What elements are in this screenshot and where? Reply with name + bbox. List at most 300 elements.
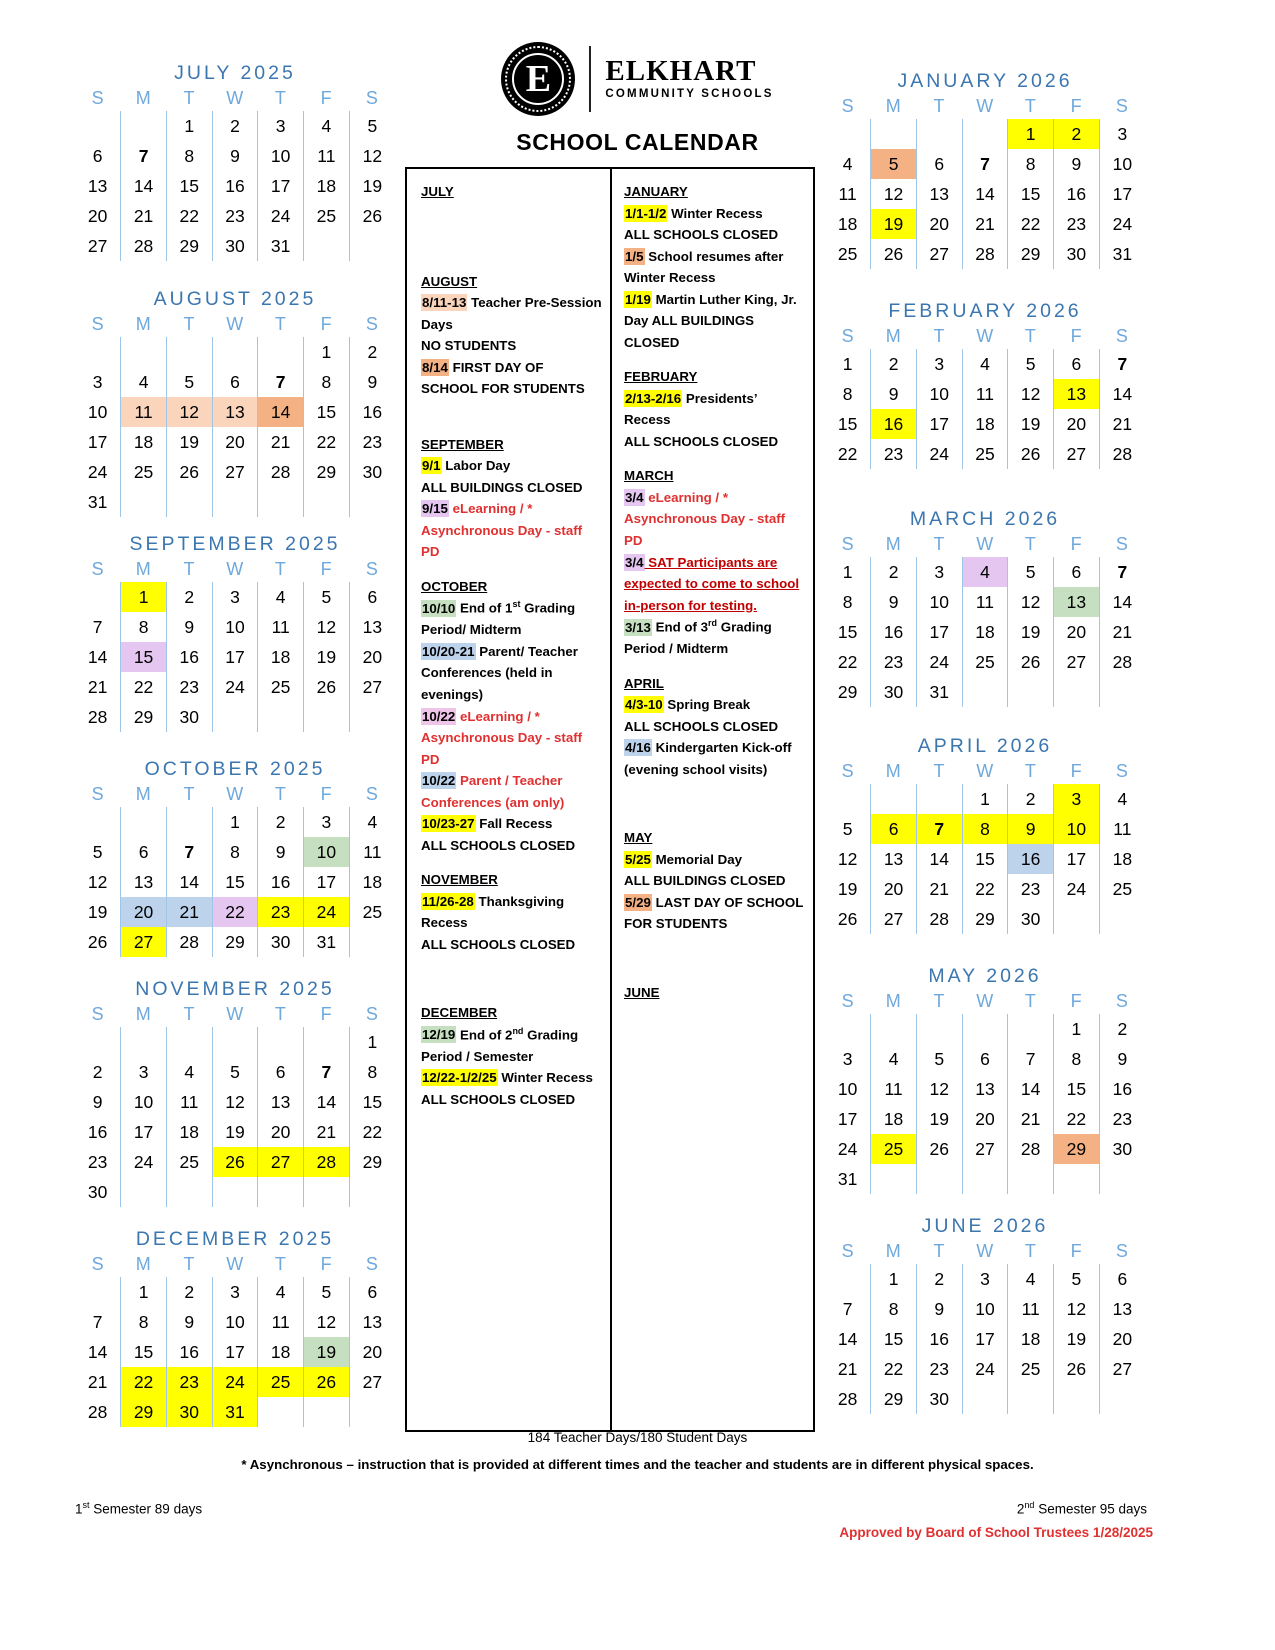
- week-row: [75, 1307, 395, 1337]
- weekday-header: S: [841, 1240, 855, 1261]
- day-cell-23: 23: [87, 1151, 108, 1172]
- note-april: [624, 673, 805, 781]
- day-cell-4: 4: [962, 557, 1008, 587]
- week-row: [825, 179, 1145, 209]
- day-cell-10: 10: [212, 612, 258, 642]
- day-cell-10: 10: [1054, 814, 1100, 844]
- day-cell-25: 25: [258, 1367, 304, 1397]
- day-cell-27: 27: [1099, 1354, 1145, 1384]
- note-ordinal: st: [512, 599, 521, 610]
- day-cell-6: 6: [1054, 557, 1100, 587]
- weekday-header: T: [183, 313, 195, 334]
- weekday-header-row: [825, 325, 1145, 349]
- week-row: [825, 904, 1145, 934]
- day-cell-6: 6: [121, 837, 167, 867]
- day-cell-28: 28: [304, 1147, 350, 1177]
- day-cell-18: 18: [166, 1117, 212, 1147]
- day-cell-empty: [871, 1164, 917, 1194]
- weekday-header: F: [1070, 1240, 1083, 1261]
- day-cell-6: 6: [349, 1277, 395, 1307]
- day-cell-5: 5: [1008, 557, 1054, 587]
- week-row: [825, 149, 1145, 179]
- day-cell-empty: [121, 337, 167, 367]
- day-cell-28: 28: [1099, 439, 1145, 469]
- day-cell-26: 26: [304, 1367, 350, 1397]
- day-cell-empty: [304, 487, 350, 517]
- month-sep2025: [75, 533, 395, 732]
- day-cell-20: 20: [87, 205, 108, 226]
- day-cell-12: 12: [349, 141, 395, 171]
- day-cell-12: 12: [1008, 587, 1054, 617]
- weekday-header: T: [1024, 533, 1037, 554]
- weekday-header: S: [91, 783, 105, 804]
- week-row: [75, 201, 395, 231]
- week-row: [75, 867, 395, 897]
- day-cell-26: 26: [1008, 647, 1054, 677]
- day-cell-13: 13: [349, 1307, 395, 1337]
- weekday-header: M: [885, 95, 902, 116]
- day-cell-empty: [212, 337, 258, 367]
- day-cell-21: 21: [258, 427, 304, 457]
- day-cell-23: 23: [166, 672, 212, 702]
- day-cell-2: 2: [258, 807, 304, 837]
- day-cell-3: 3: [916, 557, 962, 587]
- day-cell-empty: [1008, 1014, 1054, 1044]
- day-cell-18: 18: [1099, 844, 1145, 874]
- weekday-header: S: [1115, 760, 1129, 781]
- note-may: [624, 827, 805, 935]
- day-cell-16: 16: [212, 171, 258, 201]
- weekday-header: F: [320, 87, 333, 108]
- month-title: SEPTEMBER 2025: [129, 533, 341, 555]
- day-cell-1: 1: [212, 807, 258, 837]
- day-cell-4: 4: [166, 1057, 212, 1087]
- day-cell-22: 22: [166, 201, 212, 231]
- day-cell-16: 16: [916, 1324, 962, 1354]
- day-cell-24: 24: [212, 672, 258, 702]
- day-cell-17: 17: [1099, 179, 1145, 209]
- day-cell-1: 1: [842, 561, 853, 582]
- note-september: [421, 434, 602, 563]
- note-date: 4/16: [625, 740, 651, 756]
- day-cell-5: 5: [166, 367, 212, 397]
- day-cell-22: 22: [121, 672, 167, 702]
- weekday-header: M: [885, 760, 902, 781]
- week-row: [75, 612, 395, 642]
- weekday-header: T: [183, 558, 195, 579]
- note-text: Teacher Pre-Session Days: [421, 295, 602, 332]
- week-row: [825, 1324, 1145, 1354]
- day-cell-empty: [1054, 1164, 1100, 1194]
- day-cell-18: 18: [1008, 1324, 1054, 1354]
- semester2-days: [1017, 1500, 1147, 1517]
- weekday-header: T: [274, 1253, 287, 1274]
- day-cell-23: 23: [871, 439, 917, 469]
- weekday-header: T: [933, 760, 945, 781]
- note-date: 10/23-27: [422, 816, 475, 832]
- weekday-header: W: [976, 1240, 994, 1261]
- day-cell-10: 10: [916, 587, 962, 617]
- day-cell-5: 5: [1008, 349, 1054, 379]
- weekday-header: F: [320, 783, 333, 804]
- note-text: Grading Period / Midterm: [624, 619, 772, 657]
- day-cell-8: 8: [842, 591, 853, 612]
- day-cell-16: 16: [871, 617, 917, 647]
- day-cell-2: 2: [916, 1264, 962, 1294]
- note-date: 9/1: [422, 458, 441, 474]
- day-cell-12: 12: [871, 179, 917, 209]
- day-cell-30: 30: [349, 457, 395, 487]
- day-cell-empty: [166, 1027, 212, 1057]
- day-cell-12: 12: [837, 848, 858, 869]
- day-cell-empty: [212, 1027, 258, 1057]
- day-cell-13: 13: [212, 397, 258, 427]
- weekday-header: T: [933, 1240, 945, 1261]
- day-cell-23: 23: [871, 647, 917, 677]
- note-text: Thanksgiving Recess: [421, 893, 565, 931]
- day-cell-29: 29: [962, 904, 1008, 934]
- day-cell-24: 24: [837, 1138, 858, 1159]
- day-cell-25: 25: [349, 897, 395, 927]
- day-cell-empty: [916, 119, 962, 149]
- day-cell-7: 7: [304, 1057, 350, 1087]
- day-cell-31: 31: [212, 1397, 258, 1427]
- day-cell-3: 3: [121, 1057, 167, 1087]
- day-cell-25: 25: [121, 457, 167, 487]
- weekday-header: M: [885, 533, 902, 554]
- week-row: [825, 1014, 1145, 1044]
- month-dec2025: [75, 1228, 395, 1427]
- day-cell-15: 15: [349, 1087, 395, 1117]
- weekday-header: F: [320, 313, 333, 334]
- day-cell-2: 2: [871, 349, 917, 379]
- note-month-heading: OCTOBER: [421, 578, 488, 594]
- week-row: [75, 367, 395, 397]
- day-cell-5: 5: [1054, 1264, 1100, 1294]
- day-cell-5: 5: [842, 818, 853, 839]
- day-cell-empty: [871, 784, 917, 814]
- day-cell-19: 19: [1008, 617, 1054, 647]
- week-row: [825, 1104, 1145, 1134]
- month-table: [825, 760, 1145, 934]
- day-cell-23: 23: [166, 1367, 212, 1397]
- month-aug2025: [75, 288, 395, 517]
- day-cell-empty: [212, 702, 258, 732]
- day-cell-empty: [962, 1014, 1008, 1044]
- day-cell-16: 16: [1054, 179, 1100, 209]
- day-cell-empty: [349, 1177, 395, 1207]
- note-date: 3/4: [625, 489, 644, 505]
- month-title: FEBRUARY 2026: [888, 300, 1082, 322]
- weekday-header: W: [976, 990, 994, 1011]
- day-cell-17: 17: [304, 867, 350, 897]
- day-cell-17: 17: [212, 1337, 258, 1367]
- month-jul2025: [75, 62, 395, 261]
- week-row: [825, 557, 1145, 587]
- weekday-header: W: [226, 313, 244, 334]
- day-cell-empty: [1008, 1384, 1054, 1414]
- month-title: JANUARY 2026: [897, 70, 1073, 92]
- day-cell-28: 28: [166, 927, 212, 957]
- day-cell-12: 12: [212, 1087, 258, 1117]
- day-cell-empty: [1054, 677, 1100, 707]
- day-cell-6: 6: [962, 1044, 1008, 1074]
- day-cell-22: 22: [121, 1367, 167, 1397]
- day-cell-28: 28: [258, 457, 304, 487]
- note-date: 9/15: [422, 501, 448, 517]
- day-cell-19: 19: [304, 1337, 350, 1367]
- week-row: [825, 349, 1145, 379]
- note-month-heading: JULY: [421, 184, 454, 199]
- note-february: [624, 366, 805, 452]
- day-cell-19: 19: [916, 1104, 962, 1134]
- day-cell-27: 27: [962, 1134, 1008, 1164]
- weekday-header: S: [1115, 533, 1129, 554]
- day-cell-3: 3: [916, 349, 962, 379]
- month-table: [825, 990, 1145, 1194]
- day-cell-18: 18: [121, 427, 167, 457]
- note-date: 4/3-10: [625, 697, 663, 713]
- day-cell-16: 16: [871, 409, 917, 439]
- day-cell-9: 9: [916, 1294, 962, 1324]
- weekday-header: F: [1070, 325, 1083, 346]
- week-row: [825, 617, 1145, 647]
- day-cell-27: 27: [916, 239, 962, 269]
- weekday-header: S: [1115, 325, 1129, 346]
- weekday-header-row: [75, 313, 395, 337]
- day-cell-empty: [304, 702, 350, 732]
- day-cell-empty: [1099, 904, 1145, 934]
- day-cell-empty: [212, 487, 258, 517]
- day-cell-2: 2: [1008, 784, 1054, 814]
- weekday-header: W: [976, 95, 994, 116]
- day-cell-4: 4: [121, 367, 167, 397]
- day-cell-19: 19: [1008, 409, 1054, 439]
- note-text: Fall Recess: [475, 816, 553, 832]
- note-date: 1/1-1/2: [625, 205, 667, 221]
- week-row: [75, 337, 395, 367]
- day-cell-20: 20: [916, 209, 962, 239]
- day-cell-19: 19: [212, 1117, 258, 1147]
- day-cell-11: 11: [258, 612, 304, 642]
- day-cell-17: 17: [916, 409, 962, 439]
- note-text: ALL SCHOOLS CLOSED: [421, 1091, 576, 1107]
- day-cell-13: 13: [962, 1074, 1008, 1104]
- day-cell-20: 20: [212, 427, 258, 457]
- day-cell-8: 8: [871, 1294, 917, 1324]
- note-month-heading: JUNE: [624, 984, 660, 1000]
- day-cell-6: 6: [258, 1057, 304, 1087]
- day-cell-7: 7: [1008, 1044, 1054, 1074]
- notes-column-left: [407, 169, 610, 1430]
- day-cell-9: 9: [212, 141, 258, 171]
- day-cell-13: 13: [121, 867, 167, 897]
- day-cell-20: 20: [258, 1117, 304, 1147]
- note-text: Memorial Day: [651, 851, 743, 867]
- day-cell-29: 29: [121, 1397, 167, 1427]
- week-row: [825, 1354, 1145, 1384]
- day-cell-20: 20: [349, 1337, 395, 1367]
- weekday-header: T: [1024, 1240, 1037, 1261]
- day-cell-22: 22: [871, 1354, 917, 1384]
- day-cell-9: 9: [166, 612, 212, 642]
- weekday-header: S: [91, 1003, 105, 1024]
- notes-column-right: [610, 169, 813, 1430]
- day-cell-19: 19: [837, 878, 858, 899]
- month-title: APRIL 2026: [917, 735, 1053, 757]
- day-cell-22: 22: [1054, 1104, 1100, 1134]
- week-row: [825, 587, 1145, 617]
- week-row: [825, 647, 1145, 677]
- day-cell-empty: [75, 1277, 121, 1307]
- asynchronous-note: * Asynchronous – instruction that is provided at different times and the teacher and students are in different physical spaces.: [241, 1457, 1034, 1472]
- day-cell-21: 21: [837, 1358, 858, 1379]
- note-text: LAST DAY OF SCHOOL FOR STUDENTS: [624, 894, 804, 932]
- day-cell-1: 1: [1008, 119, 1054, 149]
- day-cell-29: 29: [1008, 239, 1054, 269]
- month-title: AUGUST 2025: [153, 288, 317, 310]
- day-cell-15: 15: [121, 642, 167, 672]
- day-cell-21: 21: [166, 897, 212, 927]
- note-text: End of 2: [456, 1027, 513, 1043]
- weekday-header: F: [1070, 760, 1083, 781]
- day-cell-18: 18: [304, 171, 350, 201]
- day-cell-8: 8: [304, 367, 350, 397]
- day-cell-3: 3: [212, 582, 258, 612]
- day-cell-15: 15: [304, 397, 350, 427]
- day-cell-17: 17: [916, 617, 962, 647]
- day-cell-24: 24: [258, 201, 304, 231]
- month-table: [75, 783, 395, 957]
- day-cell-8: 8: [962, 814, 1008, 844]
- weekday-header-row: [825, 533, 1145, 557]
- note-date: 12/19: [422, 1027, 456, 1043]
- note-text: ALL SCHOOLS CLOSED: [421, 936, 576, 952]
- day-cell-1: 1: [349, 1027, 395, 1057]
- weekday-header: W: [226, 1253, 244, 1274]
- day-cell-9: 9: [871, 587, 917, 617]
- day-cell-21: 21: [916, 874, 962, 904]
- day-cell-19: 19: [304, 642, 350, 672]
- week-row: [75, 1027, 395, 1057]
- day-cell-7: 7: [166, 837, 212, 867]
- day-cell-26: 26: [837, 908, 858, 929]
- day-cell-6: 6: [349, 582, 395, 612]
- day-cell-12: 12: [304, 1307, 350, 1337]
- note-text: eLearning / * Asynchronous Day - staff PD: [421, 708, 583, 767]
- weekday-header: W: [226, 87, 244, 108]
- day-cell-empty: [962, 1384, 1008, 1414]
- note-month-heading: NOVEMBER: [421, 872, 498, 888]
- day-cell-2: 2: [871, 557, 917, 587]
- week-row: [75, 1337, 395, 1367]
- day-cell-9: 9: [1054, 149, 1100, 179]
- day-cell-empty: [349, 1397, 395, 1427]
- note-date: 5/25: [625, 851, 651, 867]
- weekday-header-row: [75, 558, 395, 582]
- note-text: Martin Luther King, Jr. Day ALL BUILDINGS CLOSED: [624, 291, 797, 350]
- note-date: 3/4: [625, 554, 644, 570]
- day-cell-26: 26: [87, 931, 108, 952]
- day-cell-8: 8: [212, 837, 258, 867]
- weekday-header: T: [274, 87, 287, 108]
- note-text: ALL SCHOOLS CLOSED: [624, 227, 779, 243]
- week-row: [75, 1277, 395, 1307]
- weekday-header: W: [976, 325, 994, 346]
- day-cell-9: 9: [92, 1091, 103, 1112]
- day-cell-3: 3: [962, 1264, 1008, 1294]
- day-cell-18: 18: [871, 1104, 917, 1134]
- day-cell-21: 21: [121, 201, 167, 231]
- day-cell-20: 20: [1054, 409, 1100, 439]
- weekday-header: T: [274, 313, 287, 334]
- day-cell-18: 18: [837, 213, 858, 234]
- day-cell-29: 29: [166, 231, 212, 261]
- day-cell-empty: [121, 1027, 167, 1057]
- month-title: MARCH 2026: [909, 508, 1061, 530]
- weekday-header: T: [1024, 990, 1037, 1011]
- day-cell-29: 29: [871, 1384, 917, 1414]
- week-row: [75, 141, 395, 171]
- day-cell-31: 31: [258, 231, 304, 261]
- day-cell-empty: [166, 1177, 212, 1207]
- day-cell-20: 20: [871, 874, 917, 904]
- day-cell-27: 27: [258, 1147, 304, 1177]
- day-cell-16: 16: [258, 867, 304, 897]
- day-cell-empty: [825, 784, 871, 814]
- day-cell-17: 17: [212, 642, 258, 672]
- day-cell-empty: [871, 1014, 917, 1044]
- weekday-header: T: [183, 87, 195, 108]
- weekday-header: S: [841, 990, 855, 1011]
- week-row: [75, 457, 395, 487]
- day-cell-4: 4: [304, 111, 350, 141]
- day-cell-16: 16: [1008, 844, 1054, 874]
- day-cell-14: 14: [87, 646, 108, 667]
- day-cell-1: 1: [166, 111, 212, 141]
- day-cell-15: 15: [1008, 179, 1054, 209]
- day-cell-empty: [916, 1014, 962, 1044]
- day-cell-empty: [121, 111, 167, 141]
- note-ordinal: rd: [708, 618, 718, 629]
- day-cell-25: 25: [962, 647, 1008, 677]
- day-cell-18: 18: [349, 867, 395, 897]
- day-cell-1: 1: [304, 337, 350, 367]
- day-cell-1: 1: [1054, 1014, 1100, 1044]
- day-cell-18: 18: [962, 409, 1008, 439]
- day-cell-27: 27: [349, 672, 395, 702]
- day-cell-5: 5: [304, 1277, 350, 1307]
- week-row: [75, 702, 395, 732]
- day-cell-15: 15: [1054, 1074, 1100, 1104]
- wordmark: [605, 57, 773, 101]
- weekday-header: S: [1115, 990, 1129, 1011]
- day-cell-empty: [258, 1397, 304, 1427]
- weekday-header: T: [933, 95, 945, 116]
- semester2-text: Semester 95 days: [1034, 1501, 1147, 1517]
- day-cell-18: 18: [258, 642, 304, 672]
- day-cell-17: 17: [87, 431, 108, 452]
- note-date: 3/13: [625, 619, 651, 635]
- weekday-header: W: [226, 1003, 244, 1024]
- day-cell-5: 5: [871, 149, 917, 179]
- weekday-header: S: [841, 95, 855, 116]
- day-cell-23: 23: [1008, 874, 1054, 904]
- day-cell-31: 31: [1099, 239, 1145, 269]
- day-cell-1: 1: [121, 1277, 167, 1307]
- note-date: 10/20-21: [422, 643, 475, 659]
- month-may2026: [825, 965, 1145, 1194]
